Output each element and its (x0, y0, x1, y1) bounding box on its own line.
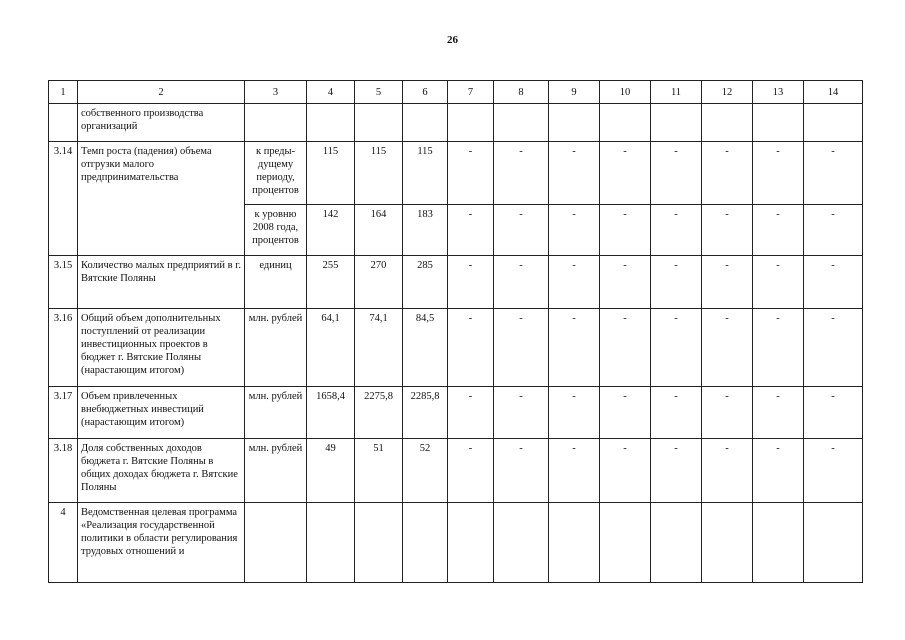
empty-cell (549, 503, 600, 583)
page-number: 26 (447, 34, 458, 46)
dash-cell: - (494, 439, 549, 503)
value-cell: 64,1 (307, 309, 355, 387)
indicator-name: Темп роста (падения) объема отгрузки малого предпринимательства (78, 142, 245, 256)
dash-cell: - (549, 309, 600, 387)
row-number: 4 (49, 503, 78, 583)
empty-cell (753, 503, 804, 583)
header-cell: 11 (651, 81, 702, 104)
dash-cell: - (600, 309, 651, 387)
header-cell: 14 (804, 81, 863, 104)
dash-cell: - (804, 256, 863, 309)
unit-cell: млн. рублей (245, 387, 307, 439)
empty-cell (549, 104, 600, 142)
value-cell: 164 (355, 205, 403, 256)
value-cell (307, 503, 355, 583)
value-cell: 74,1 (355, 309, 403, 387)
dash-cell: - (549, 142, 600, 205)
dash-cell: - (600, 205, 651, 256)
value-cell: 1658,4 (307, 387, 355, 439)
data-table (48, 80, 863, 583)
value-cell: 49 (307, 439, 355, 503)
empty-cell (804, 503, 863, 583)
value-cell: 115 (355, 142, 403, 205)
empty-cell (804, 104, 863, 142)
header-cell: 1 (49, 81, 78, 104)
table-row (49, 142, 863, 205)
dash-cell: - (651, 387, 702, 439)
value-cell: 270 (355, 256, 403, 309)
dash-cell: - (549, 205, 600, 256)
value-cell: 115 (307, 142, 355, 205)
value-cell: 2275,8 (355, 387, 403, 439)
header-cell: 8 (494, 81, 549, 104)
header-cell: 3 (245, 81, 307, 104)
value-cell: 51 (355, 439, 403, 503)
dash-cell: - (702, 256, 753, 309)
header-cell: 6 (403, 81, 448, 104)
dash-cell: - (494, 142, 549, 205)
row-number: 3.15 (49, 256, 78, 309)
value-cell: 183 (403, 205, 448, 256)
unit-cell (245, 104, 307, 142)
header-cell: 13 (753, 81, 804, 104)
dash-cell: - (753, 142, 804, 205)
dash-cell: - (702, 309, 753, 387)
row-number: 3.18 (49, 439, 78, 503)
header-row (49, 81, 863, 104)
value-cell: 52 (403, 439, 448, 503)
dash-cell: - (448, 142, 494, 205)
dash-cell: - (448, 205, 494, 256)
dash-cell: - (753, 205, 804, 256)
value-cell: 255 (307, 256, 355, 309)
dash-cell: - (448, 309, 494, 387)
row-number: 3.17 (49, 387, 78, 439)
unit-cell: млн. рублей (245, 309, 307, 387)
value-cell: 2285,8 (403, 387, 448, 439)
dash-cell: - (600, 142, 651, 205)
unit-cell: к преды-дущему периоду, процентов (245, 142, 307, 205)
value-cell (403, 503, 448, 583)
dash-cell: - (600, 387, 651, 439)
empty-cell (448, 104, 494, 142)
header-cell: 5 (355, 81, 403, 104)
dash-cell: - (494, 309, 549, 387)
table-row (49, 439, 863, 503)
dash-cell: - (804, 142, 863, 205)
value-cell: 142 (307, 205, 355, 256)
row-number: 3.14 (49, 142, 78, 256)
dash-cell: - (753, 387, 804, 439)
dash-cell: - (448, 256, 494, 309)
empty-cell (702, 104, 753, 142)
dash-cell: - (753, 309, 804, 387)
indicator-name: Общий объем дополнительных поступлений от реализации инвестиционных проектов в бюджет г. Вятские Поляны (нарастающим итогом) (78, 309, 245, 387)
dash-cell: - (494, 256, 549, 309)
table-row (49, 256, 863, 309)
value-cell (355, 104, 403, 142)
dash-cell: - (753, 256, 804, 309)
value-cell (403, 104, 448, 142)
indicator-name: Доля собственных доходов бюджета г. Вятские Поляны в общих доходах бюджета г. Вятские Поляны (78, 439, 245, 503)
unit-cell (245, 503, 307, 583)
table-row (49, 309, 863, 387)
dash-cell: - (549, 387, 600, 439)
dash-cell: - (600, 256, 651, 309)
empty-cell (494, 104, 549, 142)
dash-cell: - (651, 439, 702, 503)
value-cell (355, 503, 403, 583)
dash-cell: - (651, 309, 702, 387)
empty-cell (494, 503, 549, 583)
header-cell: 4 (307, 81, 355, 104)
table-row (49, 104, 863, 142)
dash-cell: - (494, 205, 549, 256)
row-number: 3.16 (49, 309, 78, 387)
indicator-name: собственного производства организаций (78, 104, 245, 142)
header-cell: 2 (78, 81, 245, 104)
unit-cell: единиц (245, 256, 307, 309)
dash-cell: - (804, 387, 863, 439)
value-cell (307, 104, 355, 142)
dash-cell: - (600, 439, 651, 503)
dash-cell: - (494, 387, 549, 439)
indicator-name: Объем привлеченных внебюджетных инвестиций (нарастающим итогом) (78, 387, 245, 439)
dash-cell: - (448, 439, 494, 503)
dash-cell: - (753, 439, 804, 503)
indicator-name: Ведомственная целевая программа «Реализация государственной политики в области регулирования трудовых отношений и (78, 503, 245, 583)
empty-cell (448, 503, 494, 583)
dash-cell: - (651, 205, 702, 256)
table-row (49, 503, 863, 583)
header-cell: 7 (448, 81, 494, 104)
dash-cell: - (549, 256, 600, 309)
unit-cell: к уровню 2008 года, процентов (245, 205, 307, 256)
value-cell: 285 (403, 256, 448, 309)
header-cell: 12 (702, 81, 753, 104)
dash-cell: - (702, 142, 753, 205)
row-number (49, 104, 78, 142)
value-cell: 115 (403, 142, 448, 205)
dash-cell: - (804, 309, 863, 387)
empty-cell (651, 104, 702, 142)
dash-cell: - (651, 256, 702, 309)
indicator-name: Количество малых предприятий в г. Вятские Поляны (78, 256, 245, 309)
header-cell: 10 (600, 81, 651, 104)
empty-cell (651, 503, 702, 583)
empty-cell (600, 104, 651, 142)
empty-cell (600, 503, 651, 583)
dash-cell: - (448, 387, 494, 439)
table-row (49, 387, 863, 439)
dash-cell: - (702, 205, 753, 256)
dash-cell: - (651, 142, 702, 205)
dash-cell: - (702, 439, 753, 503)
dash-cell: - (804, 205, 863, 256)
empty-cell (753, 104, 804, 142)
dash-cell: - (804, 439, 863, 503)
dash-cell: - (549, 439, 600, 503)
value-cell: 84,5 (403, 309, 448, 387)
header-cell: 9 (549, 81, 600, 104)
unit-cell: млн. рублей (245, 439, 307, 503)
empty-cell (702, 503, 753, 583)
dash-cell: - (702, 387, 753, 439)
